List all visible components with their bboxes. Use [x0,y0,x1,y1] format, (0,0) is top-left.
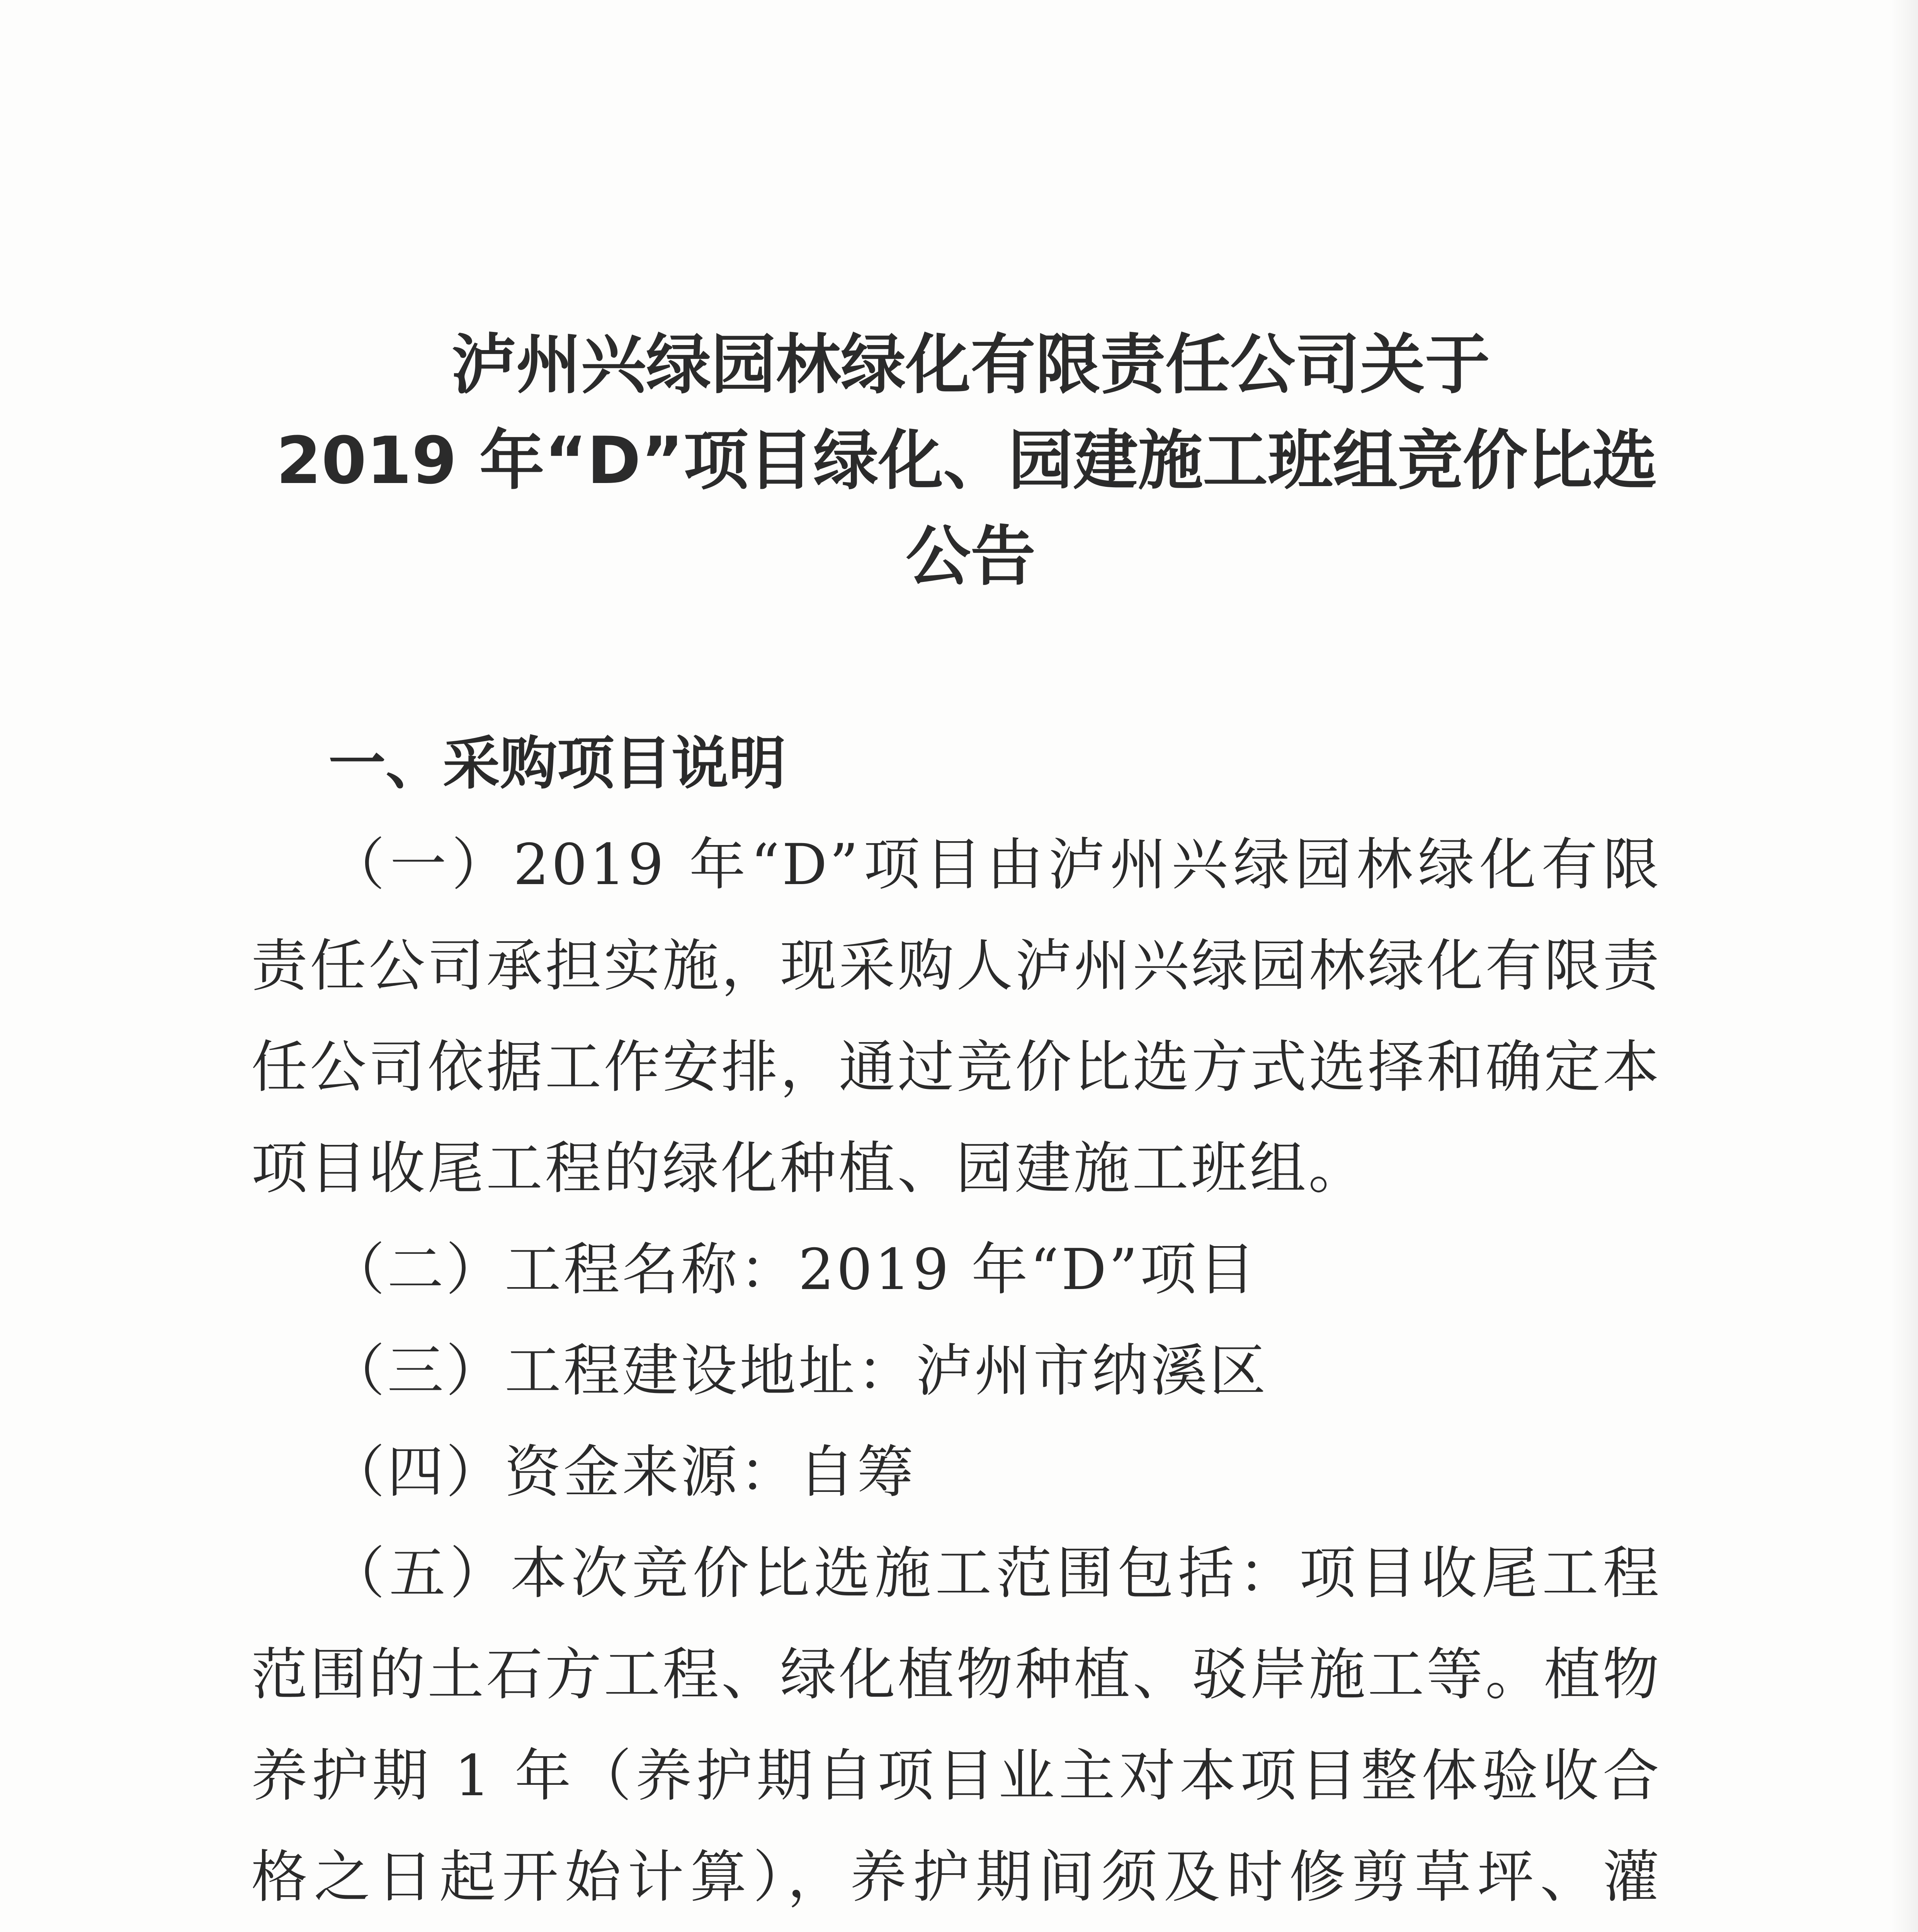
paragraph-1: （一）2019 年“D”项目由泸州兴绿园林绿化有限责任公司承担实施，现采购人泸州兴绿园林绿化有限责任公司依据工作安排，通过竞价比选方式选择和确定本项目收尾工程的绿化种植、园建施工班组。 [251,832,1661,1201]
title-line-1: 泸州兴绿园林绿化有限责任公司关于 [451,327,1490,403]
scan-edge-shadow [1891,0,1918,1932]
paragraph-3: （三）工程建设地址：泸州市纳溪区 [328,1338,1268,1404]
document-title [0,317,1918,604]
document-body [251,713,1661,1932]
paragraph-4: （四）资金来源：自筹 [328,1439,916,1505]
section-heading: 一、采购项目说明 [328,730,786,797]
title-line-3: 公告 [906,519,1036,594]
paragraph-5: （五）本次竞价比选施工范围包括：项目收尾工程范围的土石方工程、绿化植物种植、驳岸施工等。植物养护期 1 年（养护期自项目业主对本项目整体验收合格之日起开始计算），养护期间须及时修剪草坪、灌 [251,1541,1661,1910]
title-line-2: 2019 年“D”项目绿化、园建施工班组竞价比选 [276,423,1658,498]
paragraph-2: （二）工程名称：2019 年“D”项目 [328,1237,1258,1303]
